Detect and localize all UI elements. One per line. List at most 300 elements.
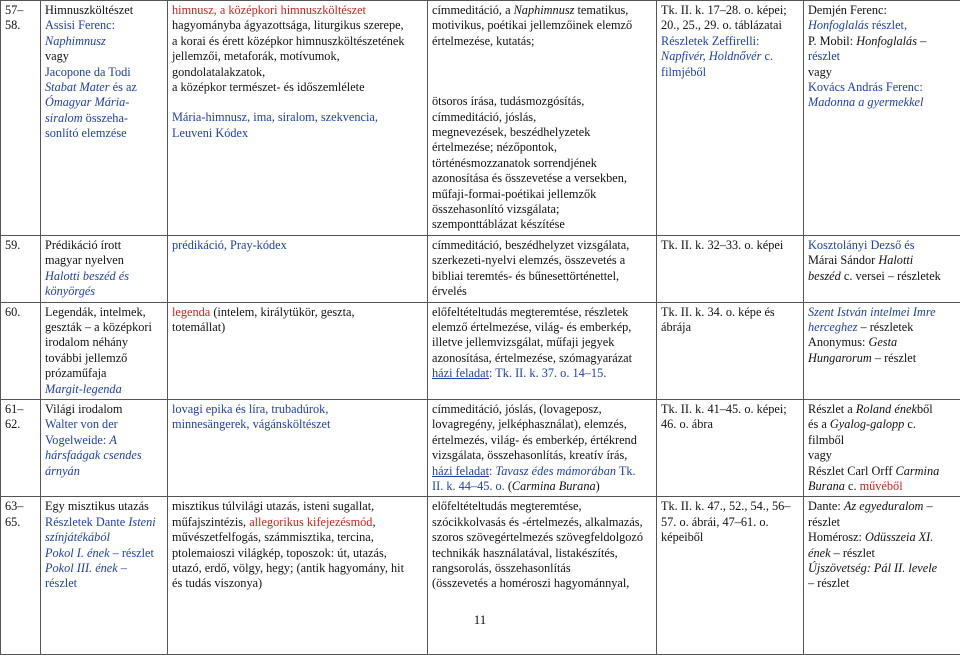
lesson-content-line — [172, 65, 423, 80]
lesson-extension-line — [808, 351, 956, 366]
lesson-skills-line — [432, 464, 652, 479]
text-segment: értelmezése, kutatás; — [432, 34, 534, 48]
text-segment: szoros szövegértelmezés szövegfeldolgozó — [432, 530, 643, 544]
lesson-extension-line — [808, 448, 956, 463]
table-row — [1, 235, 960, 302]
text-segment: Tk. II. k. 47., 52., 54., 56– — [661, 499, 790, 513]
lesson-skills-line — [432, 79, 652, 94]
lesson-skills-line — [432, 479, 652, 494]
lesson-extension-cell — [804, 497, 960, 655]
text-segment: címmeditáció, jóslás, — [432, 110, 536, 124]
lesson-extension-line — [808, 65, 956, 80]
lesson-number-cell — [1, 1, 41, 236]
lesson-skills-cell — [428, 399, 657, 496]
lesson-skills-cell — [428, 1, 657, 236]
lesson-content-cell — [168, 497, 428, 655]
text-segment: P. Mobil: — [808, 34, 856, 48]
text-segment: házi feladat — [432, 366, 489, 380]
lesson-skills-line — [432, 335, 652, 350]
lesson-content-line — [172, 417, 423, 432]
text-segment: sonlító elemzése — [45, 126, 127, 140]
text-segment: műfajszintézis, — [172, 515, 249, 529]
text-segment: beszéd — [808, 269, 841, 283]
lesson-extension-line — [808, 18, 956, 33]
text-segment: Isteni — [128, 515, 155, 529]
lesson-topic-line — [45, 34, 163, 49]
text-segment: Gesta — [868, 335, 897, 349]
lesson-topic-line — [45, 80, 163, 95]
text-segment: 62. — [5, 417, 20, 431]
lesson-extension-line — [808, 335, 956, 350]
lesson-topic-line — [45, 269, 163, 284]
lesson-topic-line — [45, 253, 163, 268]
text-segment: , — [372, 515, 375, 529]
text-segment: lovagi epika és líra, trubadúrok, — [172, 402, 328, 416]
lesson-plan-body — [1, 1, 960, 655]
text-segment: Roland ének — [856, 402, 917, 416]
text-segment: vagy — [45, 49, 69, 63]
lesson-skills-line — [432, 320, 652, 335]
lesson-skills-line — [432, 3, 652, 18]
lesson-extension-line — [808, 402, 956, 417]
text-segment: bibliai teremtés- és bűnesettörténettel, — [432, 269, 619, 283]
table-row — [1, 399, 960, 496]
lesson-number-line — [5, 238, 36, 253]
text-segment: Részlet a — [808, 402, 856, 416]
text-segment: – — [917, 34, 926, 48]
text-segment: 57– — [5, 3, 23, 17]
text-segment: tematikus, — [574, 3, 628, 17]
text-segment: képeiből — [661, 530, 703, 544]
lesson-content-line — [172, 238, 423, 253]
text-segment: szerkezeti-nyelvi elemzés, összevetés a — [432, 253, 625, 267]
lesson-content-line — [172, 18, 423, 33]
text-segment: Jacopone da Todi — [45, 65, 131, 79]
text-segment: 61– — [5, 402, 23, 416]
lesson-extension-cell — [804, 235, 960, 302]
text-segment: II. k. 44–45. o. — [432, 479, 505, 493]
text-segment: Homérosz: — [808, 530, 865, 544]
text-segment: Stabat Mater — [45, 80, 110, 94]
lesson-number-cell — [1, 302, 41, 399]
lesson-content-line — [172, 3, 423, 18]
text-segment: Világi irodalom — [45, 402, 122, 416]
text-segment: gondolatalakzatok, — [172, 65, 265, 79]
text-segment: elemző értelmezése, világ- és emberkép, — [432, 320, 631, 334]
lesson-extension-line — [808, 253, 956, 268]
lesson-content-line — [172, 110, 423, 125]
lesson-tools-line — [661, 34, 799, 49]
text-segment: c. — [904, 417, 916, 431]
text-segment: rangsorolás, összehasonlítás — [432, 561, 571, 575]
lesson-number-cell — [1, 497, 41, 655]
text-segment: 20., 25., 29. o. táblázatai — [661, 18, 782, 32]
text-segment: Prédikáció írott — [45, 238, 121, 252]
text-segment: ábrája — [661, 320, 691, 334]
text-segment: magyar nyelven — [45, 253, 124, 267]
lesson-skills-line — [432, 417, 652, 432]
lesson-extension-cell — [804, 399, 960, 496]
lesson-topic-line — [45, 433, 163, 448]
lesson-skills-cell — [428, 302, 657, 399]
lesson-content-line — [172, 34, 423, 49]
text-segment: illetve jellemvizsgálat, műfaji jegyek — [432, 335, 614, 349]
lesson-extension-cell — [804, 302, 960, 399]
text-segment: 57. o. ábrái, 47–61. o. — [661, 515, 769, 529]
text-segment: címmeditáció, jóslás, (lovageposz, — [432, 402, 602, 416]
lesson-skills-line — [432, 187, 652, 202]
text-segment: azonosítása és összevetése a versekben, — [432, 171, 627, 185]
text-segment: technikák használatával, listakészítés, — [432, 546, 618, 560]
lesson-content-line — [172, 320, 423, 335]
text-segment: 58. — [5, 18, 20, 32]
text-segment: Carmina Burana — [512, 479, 596, 493]
lesson-skills-cell — [428, 497, 657, 655]
text-segment: geszták – a középkori — [45, 320, 152, 334]
text-segment: : Tk. II. k. 37. o. 14–15. — [489, 366, 606, 380]
text-segment: Tk. II. k. 34. o. képe és — [661, 305, 775, 319]
text-segment: minnesängerek, vágánsköltészet — [172, 417, 330, 431]
text-segment: – részlet — [831, 546, 875, 560]
lesson-skills-line — [432, 125, 652, 140]
lesson-number-line — [5, 417, 36, 432]
lesson-content-line — [172, 95, 423, 110]
lesson-skills-line — [432, 546, 652, 561]
lesson-extension-line — [808, 95, 956, 110]
text-segment: vagy — [808, 448, 832, 462]
text-segment: ének — [808, 546, 831, 560]
text-segment: lovagregény, jelképhasználat), elemzés, — [432, 417, 627, 431]
text-segment: a középkor természet- és időszemlélete — [172, 80, 365, 94]
lesson-topic-line — [45, 499, 163, 514]
text-segment: Madonna a gyermekkel — [808, 95, 923, 109]
text-segment: filmből — [808, 433, 844, 447]
lesson-skills-line — [432, 305, 652, 320]
lesson-tools-cell — [657, 1, 804, 236]
text-segment: Naphimnusz — [45, 34, 106, 48]
text-segment: – részlet — [872, 351, 916, 365]
lesson-topic-cell — [41, 235, 168, 302]
text-segment: ( — [505, 479, 512, 493]
lesson-tools-line — [661, 499, 799, 514]
table-row — [1, 497, 960, 655]
lesson-skills-line — [432, 253, 652, 268]
lesson-content-line — [172, 499, 423, 514]
lesson-skills-line — [432, 202, 652, 217]
text-segment: vagy — [808, 65, 832, 79]
text-segment: 63– — [5, 499, 23, 513]
lesson-topic-line — [45, 305, 163, 320]
lesson-skills-line — [432, 171, 652, 186]
lesson-skills-line — [432, 515, 652, 530]
lesson-topic-line — [45, 417, 163, 432]
text-segment: Részletek Zeffirelli: — [661, 34, 759, 48]
text-segment: utazó, erdő, völgy, hegy; (antik hagyomány, hit — [172, 561, 404, 575]
lesson-content-cell — [168, 235, 428, 302]
lesson-number-line — [5, 305, 36, 320]
text-segment: értelmezés, világ- és emberkép, értékrend — [432, 433, 637, 447]
text-segment: (összevetés a homéroszi hagyománnyal, — [432, 576, 629, 590]
lesson-tools-cell — [657, 235, 804, 302]
lesson-topic-line — [45, 18, 163, 33]
text-segment: Legendák, intelmek, — [45, 305, 146, 319]
lesson-skills-line — [432, 110, 652, 125]
lesson-tools-line — [661, 515, 799, 530]
text-segment: Halotti beszéd és — [45, 269, 129, 283]
lesson-skills-line — [432, 448, 652, 463]
text-segment: motivikus, poétikai jellemzőinek elemző — [432, 18, 632, 32]
lesson-extension-line — [808, 464, 956, 479]
lesson-topic-line — [45, 3, 163, 18]
lesson-topic-line — [45, 448, 163, 463]
lesson-topic-line — [45, 49, 163, 64]
text-segment: Mária-himnusz, ima, siralom, szekvencia, — [172, 110, 378, 124]
text-segment: Assisi Ferenc: — [45, 18, 115, 32]
text-segment: c. versei – részletek — [841, 269, 941, 283]
text-segment: további jellemző — [45, 351, 127, 365]
text-segment: történésmozzanatok sorrendjének — [432, 156, 597, 170]
text-segment: Honfoglalás — [856, 34, 917, 48]
text-segment: Tk. — [616, 464, 636, 478]
lesson-tools-line — [661, 530, 799, 545]
lesson-content-line — [172, 515, 423, 530]
lesson-topic-cell — [41, 302, 168, 399]
lesson-content-line — [172, 402, 423, 417]
text-segment: részlet — [808, 515, 840, 529]
lesson-extension-line — [808, 269, 956, 284]
text-segment: Vogelweide: — [45, 433, 109, 447]
text-segment: Tk. II. k. 17–28. o. képei; — [661, 3, 787, 17]
text-segment: Részletek Dante — [45, 515, 128, 529]
text-segment: színjátékából — [45, 530, 110, 544]
lesson-topic-line — [45, 111, 163, 126]
lesson-skills-line — [432, 49, 652, 64]
lesson-skills-line — [432, 140, 652, 155]
lesson-skills-line — [432, 433, 652, 448]
text-segment: Dante: — [808, 499, 844, 513]
text-segment: misztikus túlvilági utazás, isteni sugallat, — [172, 499, 374, 513]
text-segment: műfaji-formai-poétikai jellemzők — [432, 187, 596, 201]
lesson-content-line — [172, 561, 423, 576]
text-segment: előfeltételtudás megteremtése, részletek — [432, 305, 628, 319]
text-segment: Leuveni Kódex — [172, 126, 248, 140]
lesson-skills-line — [432, 34, 652, 49]
lesson-content-cell — [168, 1, 428, 236]
text-segment: művészetfelfogás, számmisztika, tercina, — [172, 530, 374, 544]
lesson-skills-line — [432, 499, 652, 514]
lesson-tools-cell — [657, 399, 804, 496]
lesson-topic-line — [45, 65, 163, 80]
lesson-tools-cell — [657, 302, 804, 399]
text-segment: – részletek — [857, 320, 913, 334]
text-segment: részlet, — [869, 18, 907, 32]
text-segment: 59. — [5, 238, 20, 252]
lesson-tools-line — [661, 238, 799, 253]
lesson-extension-line — [808, 34, 956, 49]
page-number: 11 — [0, 612, 960, 628]
lesson-tools-cell — [657, 497, 804, 655]
lesson-skills-line — [432, 64, 652, 79]
lesson-tools-line — [661, 49, 799, 64]
lesson-topic-line — [45, 238, 163, 253]
text-segment: Margit-legenda — [45, 382, 122, 396]
lesson-extension-line — [808, 515, 956, 530]
text-segment: Tk. II. k. 32–33. o. képei — [661, 238, 783, 252]
lesson-extension-line — [808, 417, 956, 432]
text-segment: összeha- — [83, 111, 128, 125]
lesson-topic-line — [45, 320, 163, 335]
text-segment: Gyalog-galopp — [830, 417, 904, 431]
lesson-extension-line — [808, 433, 956, 448]
text-segment: 60. — [5, 305, 20, 319]
lesson-skills-line — [432, 351, 652, 366]
text-segment: Hungarorum — [808, 351, 872, 365]
text-segment: címmeditáció, beszédhelyzet vizsgálata, — [432, 238, 629, 252]
text-segment: értelmezése; nézőpontok, — [432, 140, 557, 154]
lesson-extension-line — [808, 49, 956, 64]
lesson-topic-line — [45, 576, 163, 591]
text-segment: Anonymus: — [808, 335, 868, 349]
lesson-content-line — [172, 49, 423, 64]
text-segment: 46. o. ábra — [661, 417, 713, 431]
text-segment: megnevezések, beszédhelyzetek — [432, 125, 590, 139]
lesson-content-line — [172, 576, 423, 591]
lesson-topic-line — [45, 515, 163, 530]
lesson-number-cell — [1, 235, 41, 302]
lesson-skills-line — [432, 402, 652, 417]
text-segment: a korai és érett középkor himnuszköltészetének — [172, 34, 405, 48]
lesson-skills-line — [432, 366, 652, 381]
text-segment: ) — [596, 479, 600, 493]
text-segment: filmjéből — [661, 65, 706, 79]
text-segment: ötsoros írása, tudásmozgósítás, — [432, 94, 584, 108]
text-segment: – — [118, 561, 127, 575]
text-segment: prózaműfaja — [45, 366, 106, 380]
lesson-skills-line — [432, 561, 652, 576]
lesson-extension-line — [808, 530, 956, 545]
lesson-content-line — [172, 126, 423, 141]
lesson-skills-line — [432, 18, 652, 33]
lesson-tools-line — [661, 305, 799, 320]
text-segment: Az egyeduralom — [844, 499, 924, 513]
lesson-tools-line — [661, 402, 799, 417]
lesson-skills-line — [432, 94, 652, 109]
lesson-topic-line — [45, 284, 163, 299]
text-segment: Márai Sándor — [808, 253, 878, 267]
text-segment: összehasonlító vizsgálata; — [432, 202, 559, 216]
lesson-skills-line — [432, 238, 652, 253]
text-segment: érvelés — [432, 284, 467, 298]
text-segment: Újszövetség: Pál II. levele — [808, 561, 937, 575]
lesson-extension-line — [808, 320, 956, 335]
text-segment: Naphimnusz — [514, 3, 575, 17]
lesson-topic-line — [45, 530, 163, 545]
text-segment: Szent István intelmei Imre — [808, 305, 936, 319]
text-segment: Pokol III. ének — [45, 561, 118, 575]
lesson-topic-line — [45, 402, 163, 417]
lesson-topic-line — [45, 126, 163, 141]
text-segment: előfeltételtudás megteremtése, — [432, 499, 582, 513]
text-segment: himnusz, a középkori himnuszköltészet — [172, 3, 366, 17]
lesson-skills-line — [432, 156, 652, 171]
lesson-skills-cell — [428, 235, 657, 302]
text-segment: Pokol I. ének — [45, 546, 110, 560]
text-segment: irodalom néhány — [45, 335, 128, 349]
lesson-extension-line — [808, 305, 956, 320]
text-segment: vizsgálata, összehasonlítás, kreatív írás, — [432, 448, 627, 462]
lesson-skills-line — [432, 217, 652, 232]
text-segment: totemállat) — [172, 320, 225, 334]
lesson-skills-line — [432, 530, 652, 545]
text-segment: Ómagyar Mária- — [45, 95, 129, 109]
text-segment: – részlet — [110, 546, 154, 560]
text-segment: Kosztolányi Dezső és — [808, 238, 915, 252]
text-segment: Tk. II. k. 41–45. o. képei; — [661, 402, 787, 416]
text-segment: Himnuszköltészet — [45, 3, 133, 17]
text-segment: Tavasz édes mámorában — [496, 464, 616, 478]
text-segment: – részlet — [808, 576, 849, 590]
lesson-extension-line — [808, 238, 956, 253]
text-segment: Részlet Carl Orff — [808, 464, 896, 478]
text-segment: Napfivér, Holdnővér — [661, 49, 761, 63]
text-segment: címmeditáció, a — [432, 3, 514, 17]
lesson-topic-line — [45, 335, 163, 350]
table-row — [1, 302, 960, 399]
text-segment: házi feladat — [432, 464, 489, 478]
text-segment: ből — [917, 402, 933, 416]
text-segment: szócikkolvasás és -értelmezés, alkalmazás, — [432, 515, 643, 529]
lesson-topic-line — [45, 382, 163, 397]
text-segment: Odüsszeia XI. — [865, 530, 933, 544]
lesson-content-cell — [168, 302, 428, 399]
text-segment: – — [923, 499, 932, 513]
text-segment: és a — [808, 417, 830, 431]
lesson-topic-cell — [41, 497, 168, 655]
lesson-extension-line — [808, 561, 956, 576]
text-segment: és az — [110, 80, 137, 94]
lesson-extension-line — [808, 3, 956, 18]
text-segment: Demjén Ferenc: — [808, 3, 887, 17]
text-segment: részlet — [808, 49, 840, 63]
lesson-extension-line — [808, 80, 956, 95]
lesson-number-line — [5, 515, 36, 530]
lesson-tools-line — [661, 320, 799, 335]
text-segment: jellemzői, metaforák, motívumok, — [172, 49, 340, 63]
lesson-skills-line — [432, 576, 652, 591]
text-segment: prédikáció, — [172, 238, 230, 252]
lesson-skills-line — [432, 284, 652, 299]
text-segment: (intelem, királytükör, geszta, — [210, 305, 354, 319]
lesson-number-line — [5, 3, 36, 18]
text-segment: Halotti — [878, 253, 913, 267]
lesson-extension-line — [808, 576, 956, 591]
text-segment: Carmina — [896, 464, 940, 478]
lesson-content-line — [172, 546, 423, 561]
lesson-extension-cell — [804, 1, 960, 236]
lesson-extension-line — [808, 546, 956, 561]
text-segment: A — [109, 433, 117, 447]
text-segment: művéből — [860, 479, 903, 493]
lesson-topic-line — [45, 95, 163, 110]
text-segment: Pray-kódex — [230, 238, 287, 252]
text-segment: Kovács András Ferenc: — [808, 80, 923, 94]
text-segment: Honfoglalás — [808, 18, 869, 32]
text-segment: ptolemaioszi világkép, toposzok: út, utazás, — [172, 546, 387, 560]
lesson-tools-line — [661, 417, 799, 432]
lesson-topic-line — [45, 366, 163, 381]
lesson-number-line — [5, 402, 36, 417]
text-segment: és tudás viszonya) — [172, 576, 262, 590]
